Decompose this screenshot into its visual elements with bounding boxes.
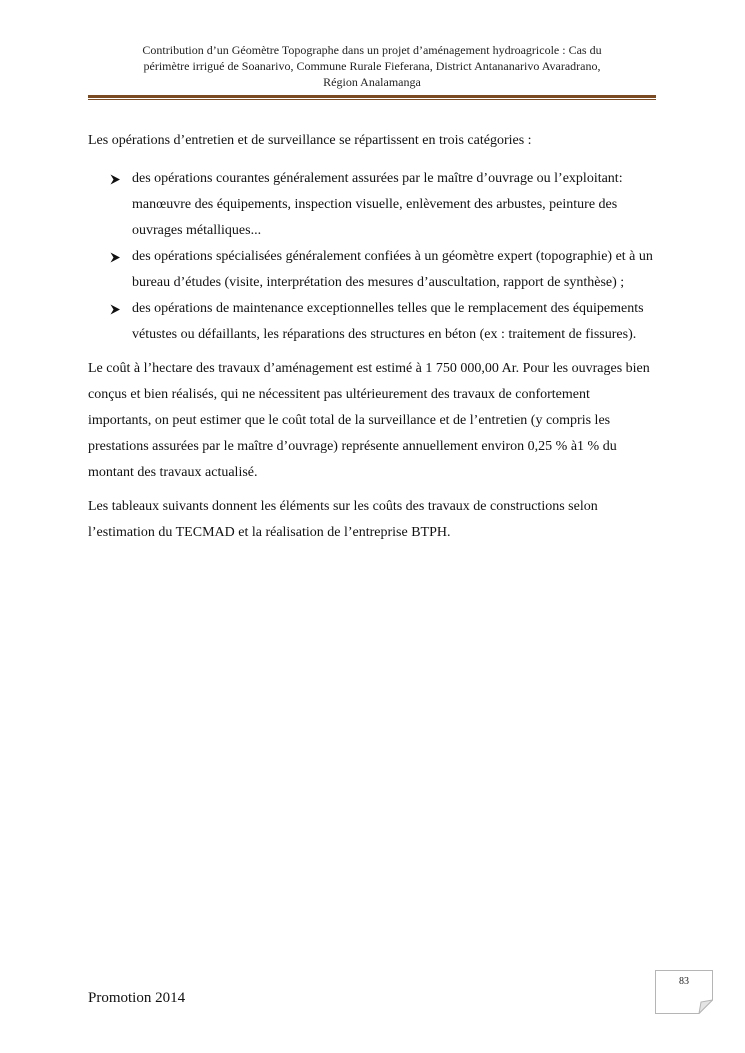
arrowhead-bullet-icon xyxy=(108,166,124,192)
bullet-text: des opérations courantes généralement assurées par le maître d’ouvrage ou l’exploitant: manœuvre des équipements, inspection visuelle, enlèvement des arbustes, peinture des ouvrages métalliques... xyxy=(132,171,623,238)
intro-paragraph: Les opérations d’entretien et de surveillance se répartissent en trois catégories : xyxy=(88,133,532,148)
footer-promotion: Promotion 2014 xyxy=(88,990,186,1006)
bullet-list xyxy=(88,166,656,348)
bullet-text: des opérations spécialisées généralement confiées à un géomètre expert (topographie) et à un bureau d’études (visite, interprétation des mesures d’auscultation, rapport de synthèse) ; xyxy=(132,249,653,290)
page-number-box xyxy=(655,970,713,1014)
arrowhead-bullet-icon xyxy=(108,244,124,270)
cost-paragraph: Le coût à l’hectare des travaux d’aménagement est estimé à 1 750 000,00 Ar. Pour les ouvrages bien conçus et bien réalisés, qui ne nécessitent pas ultérieurement des travaux de confortement importants, on peut estimer que le coût total de la surveillance et de l’entretien (y compris les prestations assurées par le maître d’ouvrage) représente annuellement environ 0,25 % à1 % du montant des travaux actualisé. xyxy=(88,361,650,480)
body-content xyxy=(88,128,656,546)
header-divider-thick xyxy=(88,95,656,98)
list-item xyxy=(88,166,656,244)
arrowhead-bullet-icon xyxy=(108,296,124,322)
list-item xyxy=(88,296,656,348)
header-line-1: Contribution d’un Géomètre Topographe dans un projet d’aménagement hydroagricole : Cas du xyxy=(142,43,602,57)
bullet-text: des opérations de maintenance exceptionnelles telles que le remplacement des équipements vétustes ou défaillants, les réparations des structures en béton (ex : traitement de fissures). xyxy=(132,301,644,342)
header-divider xyxy=(88,95,656,100)
header-line-2: périmètre irrigué de Soanarivo, Commune Rurale Fieferana, District Antananarivo Avaradrano, xyxy=(143,59,601,73)
header-line-3: Région Analamanga xyxy=(323,75,421,89)
header-divider-thin xyxy=(88,99,656,100)
running-header xyxy=(88,42,656,90)
tables-intro-paragraph: Les tableaux suivants donnent les éléments sur les coûts des travaux de constructions selon l’estimation du TECMAD et la réalisation de l’entreprise BTPH. xyxy=(88,499,598,540)
page-number: 83 xyxy=(679,976,689,987)
list-item xyxy=(88,244,656,296)
